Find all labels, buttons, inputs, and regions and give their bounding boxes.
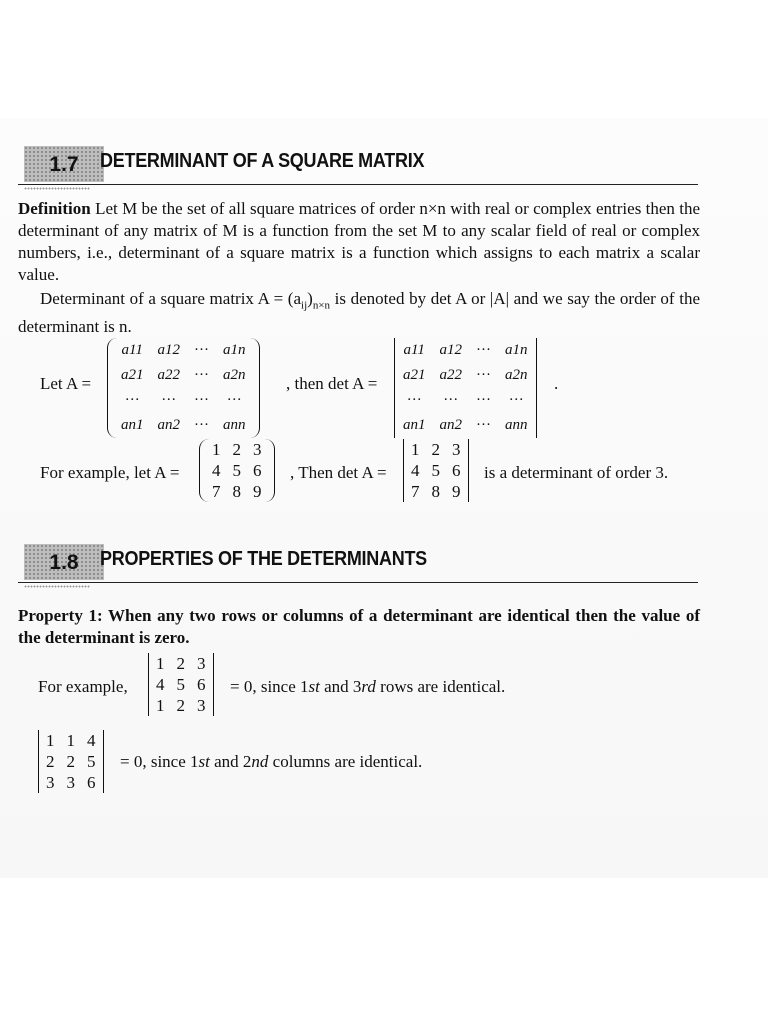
- rows-example-suffix: [230, 677, 505, 697]
- notation-text-3: is denoted by det A or |A| and we say the order of the determinant is n.: [18, 289, 700, 337]
- right-bar: [103, 730, 104, 793]
- definition-label: Definition: [18, 199, 91, 218]
- matrix-entry: a12: [157, 342, 180, 358]
- example-matrix-grid: [206, 439, 268, 502]
- determinant-entry: 2: [431, 439, 440, 459]
- determinant-entry: a12: [439, 342, 462, 358]
- suffix-text: and 3: [319, 677, 362, 696]
- suffix-text: = 0, since 1: [230, 677, 309, 696]
- columns-example-suffix: [120, 752, 422, 772]
- matrix-entry: a1n: [223, 342, 246, 358]
- determinant-entry: ···: [443, 392, 459, 408]
- matrix-entry: 9: [253, 481, 262, 501]
- determinant-entry: 2: [176, 653, 185, 673]
- determinant-entry: a1n: [505, 342, 528, 358]
- matrix-entry: ···: [194, 367, 209, 383]
- determinant-entry: 7: [411, 481, 420, 501]
- matrix-entry: an2: [157, 417, 180, 433]
- determinant-entry: a11: [403, 342, 425, 358]
- determinant-entry: ···: [476, 417, 491, 433]
- determinant-entry: ···: [476, 392, 491, 408]
- right-bar: [213, 653, 214, 716]
- columns-example-determinant: [40, 730, 102, 793]
- section-number: 1.7: [49, 153, 79, 176]
- left-bar: [38, 730, 39, 793]
- suffix-text: rows are identical.: [375, 677, 506, 696]
- then-det-label: , then det A =: [286, 374, 378, 393]
- columns-example-grid: [40, 730, 102, 793]
- matrix-entry: a22: [157, 367, 180, 383]
- determinant-entry: 6: [197, 674, 206, 694]
- property-1-text: When any two rows or columns of a determinant are identical then the value of the determinant is zero.: [18, 606, 700, 647]
- left-paren: [199, 439, 210, 502]
- notation-subscript-1: ij: [301, 299, 308, 312]
- determinant-entry: 5: [431, 460, 440, 480]
- matrix-entry: 8: [232, 481, 241, 501]
- matrix-entry: a21: [121, 367, 144, 383]
- section-number: 1.8: [49, 551, 79, 574]
- general-determinant-grid: [396, 338, 535, 438]
- matrix-entry: a11: [121, 342, 143, 358]
- definition-paragraph: [18, 198, 700, 286]
- matrix-entry: ···: [226, 392, 242, 408]
- example-determinant-grid: [405, 439, 467, 502]
- determinant-entry: 1: [46, 730, 55, 750]
- general-determinant: [396, 338, 535, 438]
- section-title: DETERMINANT OF A SQUARE MATRIX: [100, 150, 425, 172]
- example-determinant: [405, 439, 467, 502]
- determinant-entry: ···: [508, 392, 524, 408]
- determinant-entry: a22: [439, 367, 462, 383]
- left-paren: [107, 338, 118, 438]
- let-a-label: Let A =: [40, 374, 92, 393]
- ordinal-suffix: nd: [251, 752, 269, 771]
- matrix-entry: a2n: [223, 367, 246, 383]
- notation-text-1: Determinant of a square matrix A = (a: [40, 289, 302, 308]
- rows-example-grid: [150, 653, 212, 716]
- section-rule: [18, 582, 698, 583]
- notation-paragraph: [18, 288, 700, 338]
- determinant-entry: 4: [411, 460, 420, 480]
- right-bar: [536, 338, 537, 438]
- determinant-entry: 6: [87, 772, 96, 792]
- section-rule-dots: [24, 187, 90, 190]
- matrix-entry: ···: [124, 392, 140, 408]
- ordinal-suffix: st: [198, 752, 210, 771]
- determinant-entry: 4: [87, 730, 96, 750]
- suffix-text: and 2: [209, 752, 252, 771]
- property-1-paragraph: [18, 605, 700, 649]
- determinant-entry: ···: [406, 392, 422, 408]
- section-heading-1-8: [18, 544, 698, 594]
- left-bar: [403, 439, 404, 502]
- rows-example-prefix: For example,: [38, 677, 128, 696]
- determinant-entry: 1: [411, 439, 420, 459]
- matrix-entry: 1: [212, 439, 221, 459]
- matrix-entry: ···: [161, 392, 177, 408]
- determinant-entry: 2: [66, 751, 75, 771]
- determinant-entry: ···: [476, 342, 491, 358]
- section-rule-dots: [24, 585, 90, 588]
- matrix-entry: an1: [121, 417, 144, 433]
- example-suffix: is a determinant of order 3.: [484, 463, 669, 482]
- matrix-entry: ···: [194, 342, 209, 358]
- determinant-entry: 4: [156, 674, 165, 694]
- ordinal-suffix: rd: [361, 677, 376, 696]
- general-matrix: [114, 338, 253, 438]
- matrix-entry: 4: [212, 460, 221, 480]
- determinant-entry: 3: [452, 439, 461, 459]
- determinant-entry: 3: [46, 772, 55, 792]
- section-title: PROPERTIES OF THE DETERMINANTS: [100, 548, 427, 570]
- general-form-period: .: [554, 374, 559, 393]
- determinant-entry: 3: [197, 695, 206, 715]
- matrix-entry: 5: [232, 460, 241, 480]
- determinant-entry: 5: [87, 751, 96, 771]
- determinant-entry: 5: [176, 674, 185, 694]
- determinant-entry: a2n: [505, 367, 528, 383]
- general-matrix-grid: [114, 338, 253, 438]
- determinant-entry: 1: [66, 730, 75, 750]
- determinant-entry: ann: [505, 417, 528, 433]
- determinant-entry: a21: [403, 367, 426, 383]
- matrix-entry: 3: [253, 439, 262, 459]
- right-paren: [264, 439, 275, 502]
- determinant-entry: 3: [66, 772, 75, 792]
- determinant-entry: an1: [403, 417, 426, 433]
- example-let-label: For example, let A =: [40, 463, 180, 482]
- notation-subscript-2: n×n: [312, 299, 331, 312]
- determinant-entry: 2: [176, 695, 185, 715]
- matrix-entry: 2: [232, 439, 241, 459]
- determinant-entry: 8: [431, 481, 440, 501]
- matrix-entry: ann: [223, 417, 246, 433]
- matrix-entry: ···: [194, 417, 209, 433]
- suffix-text: columns are identical.: [268, 752, 423, 771]
- matrix-entry: 6: [253, 460, 262, 480]
- determinant-entry: ···: [476, 367, 491, 383]
- determinant-entry: 1: [156, 695, 165, 715]
- determinant-entry: 6: [452, 460, 461, 480]
- matrix-entry: 7: [212, 481, 221, 501]
- matrix-entry: ···: [194, 392, 209, 408]
- property-1-label: Property 1:: [18, 606, 103, 625]
- right-paren: [249, 338, 260, 438]
- ordinal-suffix: st: [308, 677, 320, 696]
- determinant-entry: an2: [439, 417, 462, 433]
- notation-text-2: ): [307, 289, 313, 308]
- determinant-entry: 3: [197, 653, 206, 673]
- left-bar: [394, 338, 395, 438]
- definition-text: Let M be the set of all square matrices of order n×n with real or complex entries then the determinant of any matrix of M is a function from the set M to any scalar field of real or complex numbers, i.e., determinant of a square matrix is a function which assigns to each matrix a scalar value.: [18, 199, 701, 284]
- section-heading-1-7: [18, 146, 698, 196]
- determinant-entry: 2: [46, 751, 55, 771]
- rows-example-determinant: [150, 653, 212, 716]
- section-rule: [18, 184, 698, 185]
- example-then-label: , Then det A =: [290, 463, 387, 482]
- example-matrix: [206, 439, 268, 502]
- determinant-entry: 1: [156, 653, 165, 673]
- right-bar: [468, 439, 469, 502]
- determinant-entry: 9: [452, 481, 461, 501]
- left-bar: [148, 653, 149, 716]
- suffix-text: = 0, since 1: [120, 752, 199, 771]
